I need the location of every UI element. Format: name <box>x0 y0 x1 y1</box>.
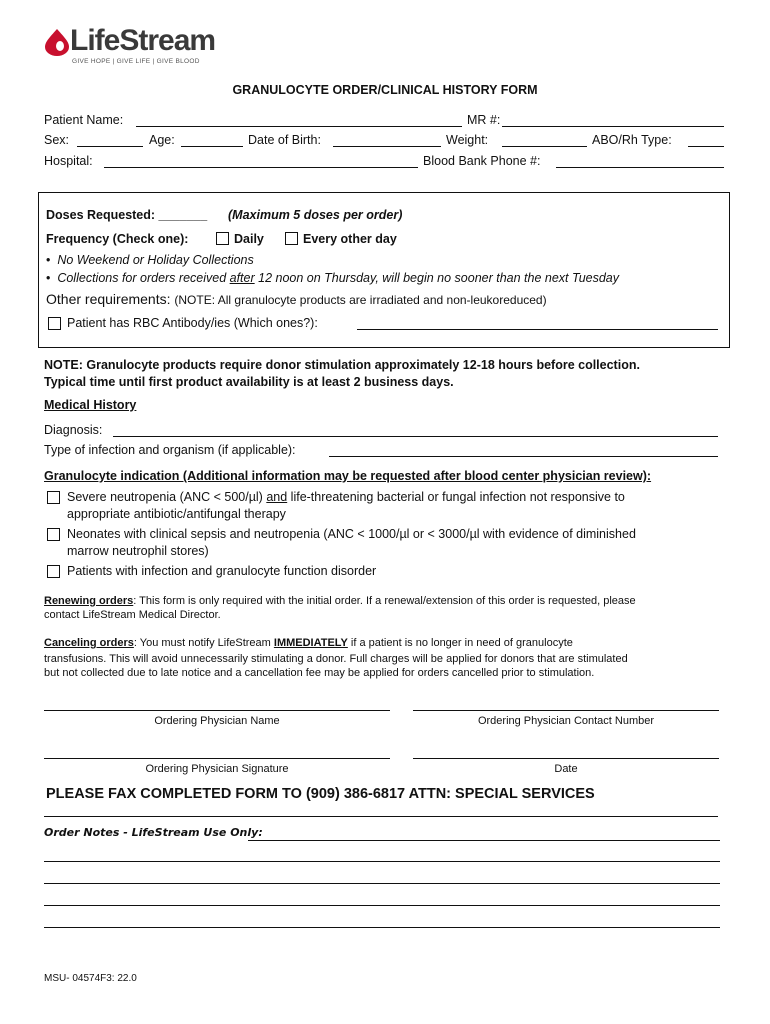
patient-name-label: Patient Name: <box>44 113 124 127</box>
patient-name-field[interactable] <box>136 126 462 127</box>
physician-signature-label: Ordering Physician Signature <box>145 763 289 775</box>
rbc-antibody-checkbox[interactable] <box>48 317 61 330</box>
indication-3-text: Patients with infection and granulocyte function disorder <box>67 564 377 578</box>
mr-label: MR #: <box>467 113 501 127</box>
bullet-icon: • <box>46 253 58 267</box>
order-notes-line-4[interactable] <box>44 905 720 906</box>
hospital-field[interactable] <box>104 167 418 168</box>
order-notes-line-3[interactable] <box>44 883 720 884</box>
rbc-antibody-label: Patient has RBC Antibody/ies (Which ones?): <box>67 316 318 330</box>
indication-1-text <box>67 490 625 504</box>
indication-1-text-2: appropriate antibiotic/antifungal therapy <box>67 507 286 521</box>
renewing-label: Renewing orders <box>44 595 134 607</box>
frequency-label: Frequency (Check one): <box>46 232 189 246</box>
physician-signature-field[interactable] <box>44 758 390 759</box>
bullet-no-weekend <box>46 253 254 267</box>
indication-1-a: Severe neutropenia (ANC < 500/µl) <box>67 490 267 504</box>
dob-label: Date of Birth: <box>248 133 321 147</box>
bullet-icon: • <box>46 271 58 285</box>
renewing-orders <box>44 595 636 607</box>
abo-label: ABO/Rh Type: <box>592 133 672 147</box>
doses-note: (Maximum 5 doses per order) <box>228 208 403 222</box>
physician-contact-field[interactable] <box>413 710 719 711</box>
indication-2-text-2: marrow neutrophil stores) <box>67 544 209 558</box>
date-label: Date <box>554 763 578 775</box>
bullet-text: No Weekend or Holiday Collections <box>57 253 254 267</box>
physician-name-label: Ordering Physician Name <box>154 715 280 727</box>
daily-label: Daily <box>234 232 264 246</box>
blood-drop-icon <box>44 28 70 56</box>
canceling-orders <box>44 637 573 649</box>
canceling-label: Canceling orders <box>44 637 134 649</box>
rbc-antibody-field[interactable] <box>357 329 718 330</box>
indication-1-checkbox[interactable] <box>47 491 60 504</box>
age-label: Age: <box>149 133 175 147</box>
order-notes-line-1[interactable] <box>248 840 720 841</box>
date-field[interactable] <box>413 758 719 759</box>
indication-1-and: and <box>266 490 288 504</box>
infection-field[interactable] <box>329 456 718 457</box>
weight-field[interactable] <box>502 146 587 147</box>
sex-label: Sex: <box>44 133 70 147</box>
indication-2-text: Neonates with clinical sepsis and neutropenia (ANC < 1000/µl or < 3000/µl with evidence of diminished <box>67 527 636 541</box>
lifestream-logo <box>44 26 244 68</box>
physician-name-field[interactable] <box>44 710 390 711</box>
weight-label: Weight: <box>446 133 489 147</box>
other-requirements <box>46 291 547 309</box>
note-line-2: Typical time until first product availability is at least 2 business days. <box>44 375 454 389</box>
bullet-thursday <box>46 271 619 285</box>
infection-label: Type of infection and organism (if applicable): <box>44 443 296 457</box>
order-notes-label: Order Notes - LifeStream Use Only: <box>44 826 263 839</box>
logo-wordmark: LifeStream <box>70 24 216 57</box>
every-other-day-checkbox[interactable] <box>285 232 298 245</box>
indication-heading: Granulocyte indication (Additional information may be requested after blood center physician review): <box>44 469 652 483</box>
order-notes-line-2[interactable] <box>44 861 720 862</box>
canceling-text-1a: : You must notify LifeStream <box>133 637 274 649</box>
hospital-label: Hospital: <box>44 154 93 168</box>
other-req-label: Other requirements: <box>46 291 175 307</box>
medical-history-heading: Medical History <box>44 398 137 412</box>
form-title: GRANULOCYTE ORDER/CLINICAL HISTORY FORM <box>232 83 538 97</box>
physician-contact-label: Ordering Physician Contact Number <box>477 715 655 727</box>
note-line-1: NOTE: Granulocyte products require donor stimulation approximately 12-18 hours before collection. <box>44 358 640 372</box>
bullet-text-a: Collections for orders received <box>57 271 230 285</box>
indication-1-b: life-threatening bacterial or fungal infection not responsive to <box>287 490 625 504</box>
renewing-text-1: : This form is only required with the initial order. If a renewal/extension of this order is requested, please <box>133 595 636 607</box>
form-id: MSU- 04574F3: 22.0 <box>44 973 137 984</box>
canceling-immediately: IMMEDIATELY <box>273 637 348 649</box>
dob-field[interactable] <box>333 146 441 147</box>
fax-instructions: PLEASE FAX COMPLETED FORM TO (909) 386-6817 ATTN: SPECIAL SERVICES <box>46 786 595 802</box>
indication-3-checkbox[interactable] <box>47 565 60 578</box>
age-field[interactable] <box>181 146 243 147</box>
every-other-day-label: Every other day <box>303 232 397 246</box>
indication-2-checkbox[interactable] <box>47 528 60 541</box>
abo-field[interactable] <box>688 146 724 147</box>
bbphone-field[interactable] <box>556 167 724 168</box>
bullet-text-b: 12 noon on Thursday, will begin no sooner than the next Tuesday <box>254 271 619 285</box>
canceling-text-3: but not collected due to late notice and a cancellation fee may be applied for orders cancelled prior to stimulation. <box>44 667 595 679</box>
diagnosis-label: Diagnosis: <box>44 423 103 437</box>
daily-checkbox[interactable] <box>216 232 229 245</box>
doses-label: Doses Requested: _______ <box>46 208 208 222</box>
renewing-text-2: contact LifeStream Medical Director. <box>44 609 221 621</box>
sex-field[interactable] <box>77 146 143 147</box>
bullet-text-after: after <box>229 271 255 285</box>
mr-field[interactable] <box>502 126 724 127</box>
order-notes-line-5[interactable] <box>44 927 720 928</box>
fax-underline <box>44 816 718 817</box>
canceling-text-1b: if a patient is no longer in need of granulocyte <box>347 637 573 649</box>
canceling-text-2: transfusions. This will avoid unnecessarily stimulating a donor. Full charges will be applied for donors that are stimulated <box>44 653 628 665</box>
logo-tagline: GIVE HOPE | GIVE LIFE | GIVE BLOOD <box>72 58 200 65</box>
diagnosis-field[interactable] <box>113 436 718 437</box>
other-req-note: (NOTE: All granulocyte products are irradiated and non-leukoreduced) <box>174 293 547 307</box>
bbphone-label: Blood Bank Phone #: <box>423 154 541 168</box>
